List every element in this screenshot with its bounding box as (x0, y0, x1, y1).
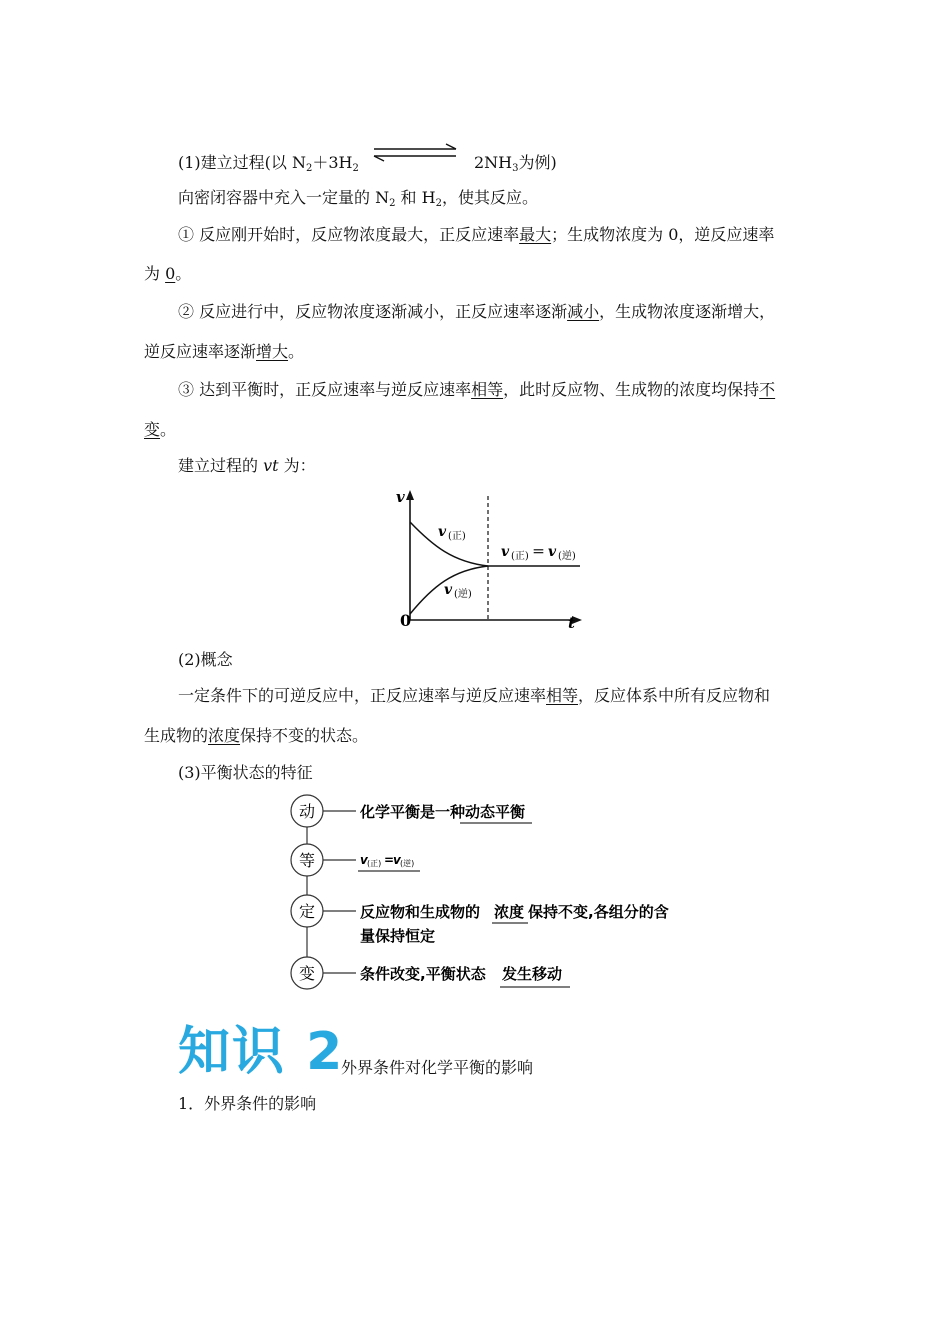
paragraph-step3-cont: 变。 (144, 420, 177, 439)
y-axis-arrow-icon (406, 490, 414, 500)
feature-ding-text-line2: 量保持恒定 (360, 927, 436, 945)
eq-v-left-sub: (正) (511, 551, 529, 562)
svg-text:等: 等 (298, 851, 316, 870)
paragraph-step3: ③ 达到平衡时，正反应速率与逆反应速率相等，此时反应物、生成物的浓度均保持不 (178, 380, 776, 399)
svg-text:变: 变 (298, 964, 316, 983)
v-reverse-sub: (逆) (454, 589, 472, 600)
feature-bian-text: 条件改变,平衡状态 (360, 965, 486, 983)
eq-sign: ＝ (532, 545, 546, 560)
vt-intro: 建立过程的 vt 为： (178, 456, 316, 475)
v-forward-label: v (438, 524, 447, 540)
feature-dong-text: 化学平衡是一种 (360, 803, 466, 821)
svg-text:定: 定 (298, 902, 316, 921)
feature-ding-underlined: 浓度 (494, 903, 525, 921)
feature-ding-text: 反应物和生成物的 (360, 903, 481, 921)
concept-heading: (2)概念 (178, 650, 233, 669)
v-reverse-label: v (444, 582, 453, 598)
svg-text:(正): (正) (367, 859, 382, 868)
feature-bian-underlined: 发生移动 (502, 965, 563, 983)
v-forward-sub: (正) (448, 531, 466, 542)
x-axis-label: t (568, 614, 575, 630)
eq-v-left: v (501, 544, 510, 560)
y-axis-label: v (396, 488, 405, 506)
concept-paragraph-cont: 生成物的浓度保持不变的状态。 (144, 726, 369, 745)
features-diagram (288, 792, 688, 992)
forward-rate-curve (410, 522, 488, 566)
paragraph-step2-cont: 逆反应速率逐渐增大。 (144, 342, 305, 361)
paragraph-step1: ① 反应刚开始时，反应物浓度最大，正反应速率最大；生成物浓度为 0，逆反应速率 (178, 225, 775, 244)
paragraph-step2: ② 反应进行中，反应物浓度逐渐减小，正反应速率逐渐减小，生成物浓度逐渐增大， (178, 302, 776, 321)
process-heading: (1)建立过程(以 $N_2+3H_2$ (178, 153, 359, 174)
paragraph-fill: 向密闭容器中充入一定量的 $N_2$ 和 $H_2$，使其反应。 (178, 188, 538, 209)
knowledge-2-label: 知识 2 (178, 1022, 345, 1082)
vt-graph (388, 486, 588, 630)
process-heading-product: $2NH_3$为例) (474, 153, 557, 174)
concept-paragraph: 一定条件下的可逆反应中，正反应速率与逆反应速率相等，反应体系中所有反应物和 (178, 686, 771, 705)
feature-dong-underlined: 动态平衡 (465, 803, 526, 821)
knowledge-2-subtitle: 外界条件对化学平衡的影响 (341, 1058, 534, 1077)
svg-text:=: = (384, 853, 395, 867)
knowledge-2-item1: 1．外界条件的影响 (178, 1094, 317, 1113)
svg-text:(逆): (逆) (400, 859, 415, 868)
origin-label: 0 (400, 611, 412, 630)
feature-deng-v2: v (393, 853, 401, 867)
paragraph-step1-cont: 为 0。 (144, 264, 192, 283)
features-heading: (3)平衡状态的特征 (178, 763, 313, 782)
svg-text:保持不变,各组分的含: 保持不变,各组分的含 (528, 903, 669, 921)
svg-text:动: 动 (298, 802, 316, 821)
feature-deng-v1: v (360, 853, 368, 867)
eq-v-right: v (548, 544, 557, 560)
reversible-arrow-icon (370, 142, 460, 164)
eq-v-right-sub: (逆) (558, 551, 576, 562)
